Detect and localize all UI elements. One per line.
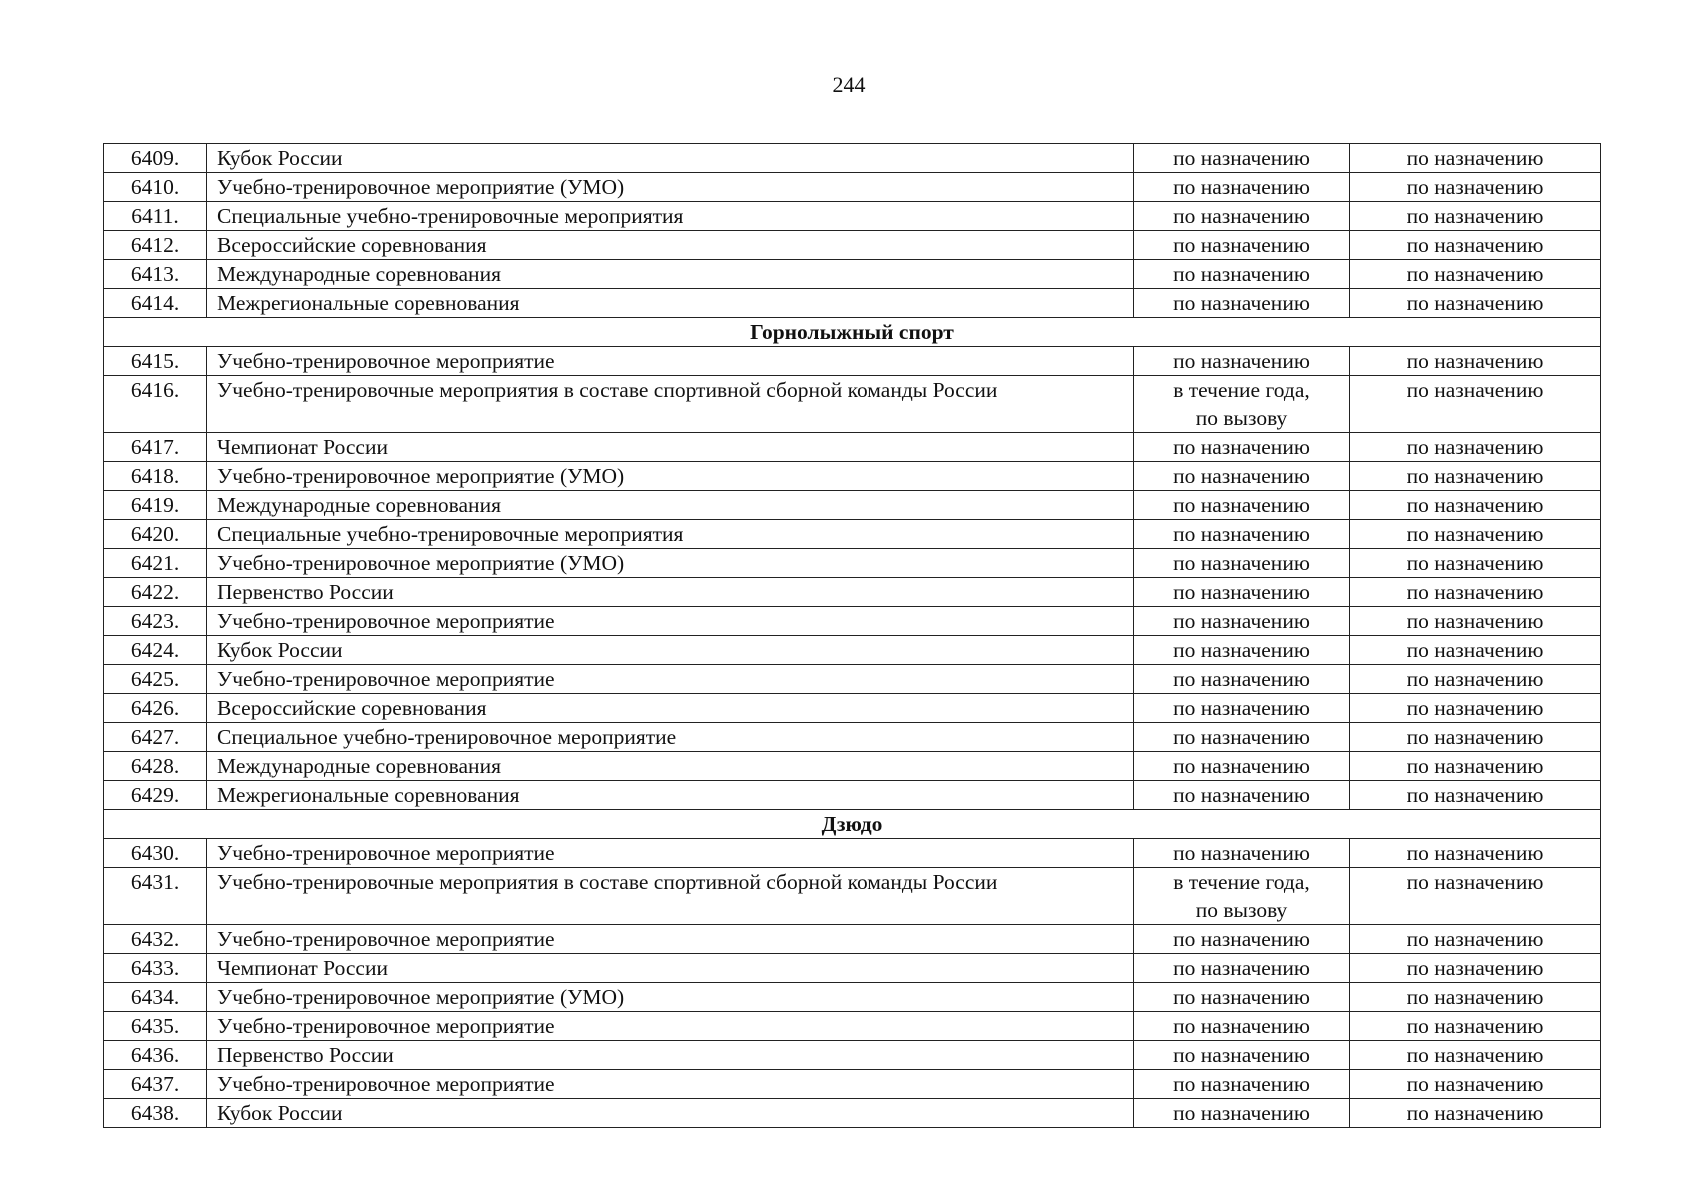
schedule-line: по вызову — [1195, 898, 1288, 922]
schedule-cell — [1134, 781, 1350, 810]
row-number: 6434. — [104, 983, 207, 1012]
schedule-line: по назначению — [1173, 841, 1310, 865]
event-name: Специальные учебно-тренировочные мероприятия — [207, 202, 1134, 231]
schedule-line: по назначению — [1173, 146, 1310, 170]
assignment-cell: по назначению — [1350, 983, 1601, 1012]
schedule-cell — [1134, 1012, 1350, 1041]
schedule-line: по назначению — [1173, 464, 1310, 488]
schedule-line: по назначению — [1173, 725, 1310, 749]
assignment-cell: по назначению — [1350, 462, 1601, 491]
table-row — [104, 752, 1601, 781]
event-name: Всероссийские соревнования — [207, 231, 1134, 260]
table-row — [104, 694, 1601, 723]
table-row — [104, 549, 1601, 578]
row-number: 6410. — [104, 173, 207, 202]
schedule-line: по назначению — [1173, 609, 1310, 633]
page-number: 244 — [832, 72, 866, 97]
schedule-line: по назначению — [1173, 1014, 1310, 1038]
assignment-cell: по назначению — [1350, 549, 1601, 578]
schedule-cell — [1134, 462, 1350, 491]
event-name: Кубок России — [207, 1099, 1134, 1128]
section-header-row — [104, 810, 1601, 839]
event-name: Международные соревнования — [207, 260, 1134, 289]
event-name: Учебно-тренировочное мероприятие — [207, 665, 1134, 694]
schedule-cell — [1134, 694, 1350, 723]
assignment-cell: по назначению — [1350, 781, 1601, 810]
row-number: 6420. — [104, 520, 207, 549]
schedule-line: по назначению — [1173, 638, 1310, 662]
assignment-cell: по назначению — [1350, 231, 1601, 260]
schedule-cell — [1134, 144, 1350, 173]
event-name: Учебно-тренировочное мероприятие — [207, 839, 1134, 868]
row-number: 6418. — [104, 462, 207, 491]
table-row — [104, 202, 1601, 231]
event-name: Специальное учебно-тренировочное мероприятие — [207, 723, 1134, 752]
schedule-cell — [1134, 260, 1350, 289]
event-name: Учебно-тренировочное мероприятие (УМО) — [207, 983, 1134, 1012]
row-number: 6417. — [104, 433, 207, 462]
event-name: Учебно-тренировочное мероприятие (УМО) — [207, 173, 1134, 202]
schedule-cell — [1134, 520, 1350, 549]
assignment-cell: по назначению — [1350, 607, 1601, 636]
assignment-cell: по назначению — [1350, 839, 1601, 868]
assignment-cell: по назначению — [1350, 520, 1601, 549]
assignment-cell: по назначению — [1350, 144, 1601, 173]
schedule-line: по назначению — [1173, 435, 1310, 459]
event-name: Учебно-тренировочные мероприятия в составе спортивной сборной команды России — [207, 376, 1134, 433]
event-name: Специальные учебно-тренировочные мероприятия — [207, 520, 1134, 549]
schedule-cell — [1134, 983, 1350, 1012]
events-table — [103, 143, 1601, 1128]
table-row — [104, 144, 1601, 173]
schedule-line: по назначению — [1173, 927, 1310, 951]
table-row — [104, 781, 1601, 810]
table-row — [104, 260, 1601, 289]
table-row — [104, 723, 1601, 752]
schedule-cell — [1134, 202, 1350, 231]
schedule-cell — [1134, 173, 1350, 202]
row-number: 6423. — [104, 607, 207, 636]
schedule-cell — [1134, 723, 1350, 752]
event-name: Международные соревнования — [207, 752, 1134, 781]
row-number: 6425. — [104, 665, 207, 694]
row-number: 6431. — [104, 868, 207, 925]
event-name: Межрегиональные соревнования — [207, 289, 1134, 318]
event-name: Первенство России — [207, 1041, 1134, 1070]
event-name: Чемпионат России — [207, 433, 1134, 462]
row-number: 6411. — [104, 202, 207, 231]
schedule-line: по назначению — [1173, 783, 1310, 807]
table-row — [104, 868, 1601, 925]
schedule-cell — [1134, 376, 1350, 433]
event-name: Учебно-тренировочное мероприятие — [207, 1012, 1134, 1041]
schedule-cell — [1134, 607, 1350, 636]
section-title: Горнолыжный спорт — [104, 318, 1601, 347]
schedule-line: по назначению — [1173, 696, 1310, 720]
row-number: 6422. — [104, 578, 207, 607]
row-number: 6413. — [104, 260, 207, 289]
table-row — [104, 433, 1601, 462]
row-number: 6412. — [104, 231, 207, 260]
row-number: 6428. — [104, 752, 207, 781]
schedule-cell — [1134, 433, 1350, 462]
schedule-cell — [1134, 868, 1350, 925]
schedule-line: по назначению — [1173, 233, 1310, 257]
event-name: Учебно-тренировочное мероприятие — [207, 925, 1134, 954]
schedule-line: по назначению — [1173, 551, 1310, 575]
row-number: 6424. — [104, 636, 207, 665]
schedule-line: по назначению — [1173, 956, 1310, 980]
event-name: Кубок России — [207, 636, 1134, 665]
table-row — [104, 1099, 1601, 1128]
assignment-cell: по назначению — [1350, 752, 1601, 781]
row-number: 6416. — [104, 376, 207, 433]
assignment-cell: по назначению — [1350, 925, 1601, 954]
table-row — [104, 231, 1601, 260]
row-number: 6415. — [104, 347, 207, 376]
event-name: Учебно-тренировочное мероприятие (УМО) — [207, 549, 1134, 578]
assignment-cell: по назначению — [1350, 173, 1601, 202]
event-name: Чемпионат России — [207, 954, 1134, 983]
schedule-line: по назначению — [1173, 1101, 1310, 1125]
assignment-cell: по назначению — [1350, 954, 1601, 983]
schedule-cell — [1134, 578, 1350, 607]
table-row — [104, 289, 1601, 318]
row-number: 6421. — [104, 549, 207, 578]
table-row — [104, 665, 1601, 694]
schedule-line: по назначению — [1173, 667, 1310, 691]
schedule-cell — [1134, 231, 1350, 260]
schedule-line: по назначению — [1173, 580, 1310, 604]
schedule-cell — [1134, 1041, 1350, 1070]
table-row — [104, 925, 1601, 954]
assignment-cell: по назначению — [1350, 1070, 1601, 1099]
schedule-line: по назначению — [1173, 291, 1310, 315]
schedule-cell — [1134, 752, 1350, 781]
schedule-cell — [1134, 491, 1350, 520]
table-row — [104, 1070, 1601, 1099]
row-number: 6409. — [104, 144, 207, 173]
event-name: Первенство России — [207, 578, 1134, 607]
schedule-line: в течение года, — [1173, 870, 1310, 894]
schedule-line: по назначению — [1173, 1072, 1310, 1096]
row-number: 6433. — [104, 954, 207, 983]
section-title: Дзюдо — [104, 810, 1601, 839]
schedule-cell — [1134, 636, 1350, 665]
table-row — [104, 1041, 1601, 1070]
event-name: Учебно-тренировочное мероприятие — [207, 347, 1134, 376]
schedule-cell — [1134, 549, 1350, 578]
event-name: Международные соревнования — [207, 491, 1134, 520]
assignment-cell: по назначению — [1350, 491, 1601, 520]
assignment-cell: по назначению — [1350, 1041, 1601, 1070]
schedule-cell — [1134, 839, 1350, 868]
assignment-cell: по назначению — [1350, 694, 1601, 723]
schedule-cell — [1134, 665, 1350, 694]
table-row — [104, 578, 1601, 607]
table-row — [104, 520, 1601, 549]
schedule-line: по назначению — [1173, 985, 1310, 1009]
table-row — [104, 607, 1601, 636]
assignment-cell: по назначению — [1350, 868, 1601, 925]
assignment-cell: по назначению — [1350, 260, 1601, 289]
schedule-line: по назначению — [1173, 754, 1310, 778]
assignment-cell: по назначению — [1350, 723, 1601, 752]
assignment-cell: по назначению — [1350, 202, 1601, 231]
assignment-cell: по назначению — [1350, 1012, 1601, 1041]
event-name: Всероссийские соревнования — [207, 694, 1134, 723]
assignment-cell: по назначению — [1350, 636, 1601, 665]
row-number: 6432. — [104, 925, 207, 954]
table-row — [104, 173, 1601, 202]
assignment-cell: по назначению — [1350, 1099, 1601, 1128]
schedule-cell — [1134, 954, 1350, 983]
assignment-cell: по назначению — [1350, 376, 1601, 433]
event-name: Учебно-тренировочное мероприятие — [207, 607, 1134, 636]
schedule-cell — [1134, 925, 1350, 954]
table-row — [104, 839, 1601, 868]
section-header-row — [104, 318, 1601, 347]
table-row — [104, 376, 1601, 433]
schedule-cell — [1134, 289, 1350, 318]
event-name: Кубок России — [207, 144, 1134, 173]
table-row — [104, 954, 1601, 983]
schedule-line: по назначению — [1173, 493, 1310, 517]
schedule-line: по назначению — [1173, 1043, 1310, 1067]
assignment-cell: по назначению — [1350, 665, 1601, 694]
schedule-cell — [1134, 1099, 1350, 1128]
table-row — [104, 1012, 1601, 1041]
table-row — [104, 983, 1601, 1012]
table-row — [104, 462, 1601, 491]
assignment-cell: по назначению — [1350, 289, 1601, 318]
assignment-cell: по назначению — [1350, 433, 1601, 462]
schedule-line: по назначению — [1173, 204, 1310, 228]
row-number: 6429. — [104, 781, 207, 810]
row-number: 6426. — [104, 694, 207, 723]
table-row — [104, 636, 1601, 665]
table-row — [104, 347, 1601, 376]
events-table-body — [104, 144, 1601, 1128]
assignment-cell: по назначению — [1350, 578, 1601, 607]
row-number: 6414. — [104, 289, 207, 318]
schedule-line: по назначению — [1173, 349, 1310, 373]
row-number: 6437. — [104, 1070, 207, 1099]
row-number: 6427. — [104, 723, 207, 752]
row-number: 6436. — [104, 1041, 207, 1070]
row-number: 6438. — [104, 1099, 207, 1128]
event-name: Учебно-тренировочное мероприятие (УМО) — [207, 462, 1134, 491]
schedule-line: по назначению — [1173, 522, 1310, 546]
table-row — [104, 491, 1601, 520]
row-number: 6430. — [104, 839, 207, 868]
schedule-cell — [1134, 347, 1350, 376]
event-name: Учебно-тренировочные мероприятия в составе спортивной сборной команды России — [207, 868, 1134, 925]
schedule-line: по назначению — [1173, 175, 1310, 199]
row-number: 6419. — [104, 491, 207, 520]
assignment-cell: по назначению — [1350, 347, 1601, 376]
schedule-cell — [1134, 1070, 1350, 1099]
row-number: 6435. — [104, 1012, 207, 1041]
schedule-line: по назначению — [1173, 262, 1310, 286]
event-name: Учебно-тренировочное мероприятие — [207, 1070, 1134, 1099]
event-name: Межрегиональные соревнования — [207, 781, 1134, 810]
schedule-line: по вызову — [1195, 406, 1288, 430]
schedule-line: в течение года, — [1173, 378, 1310, 402]
